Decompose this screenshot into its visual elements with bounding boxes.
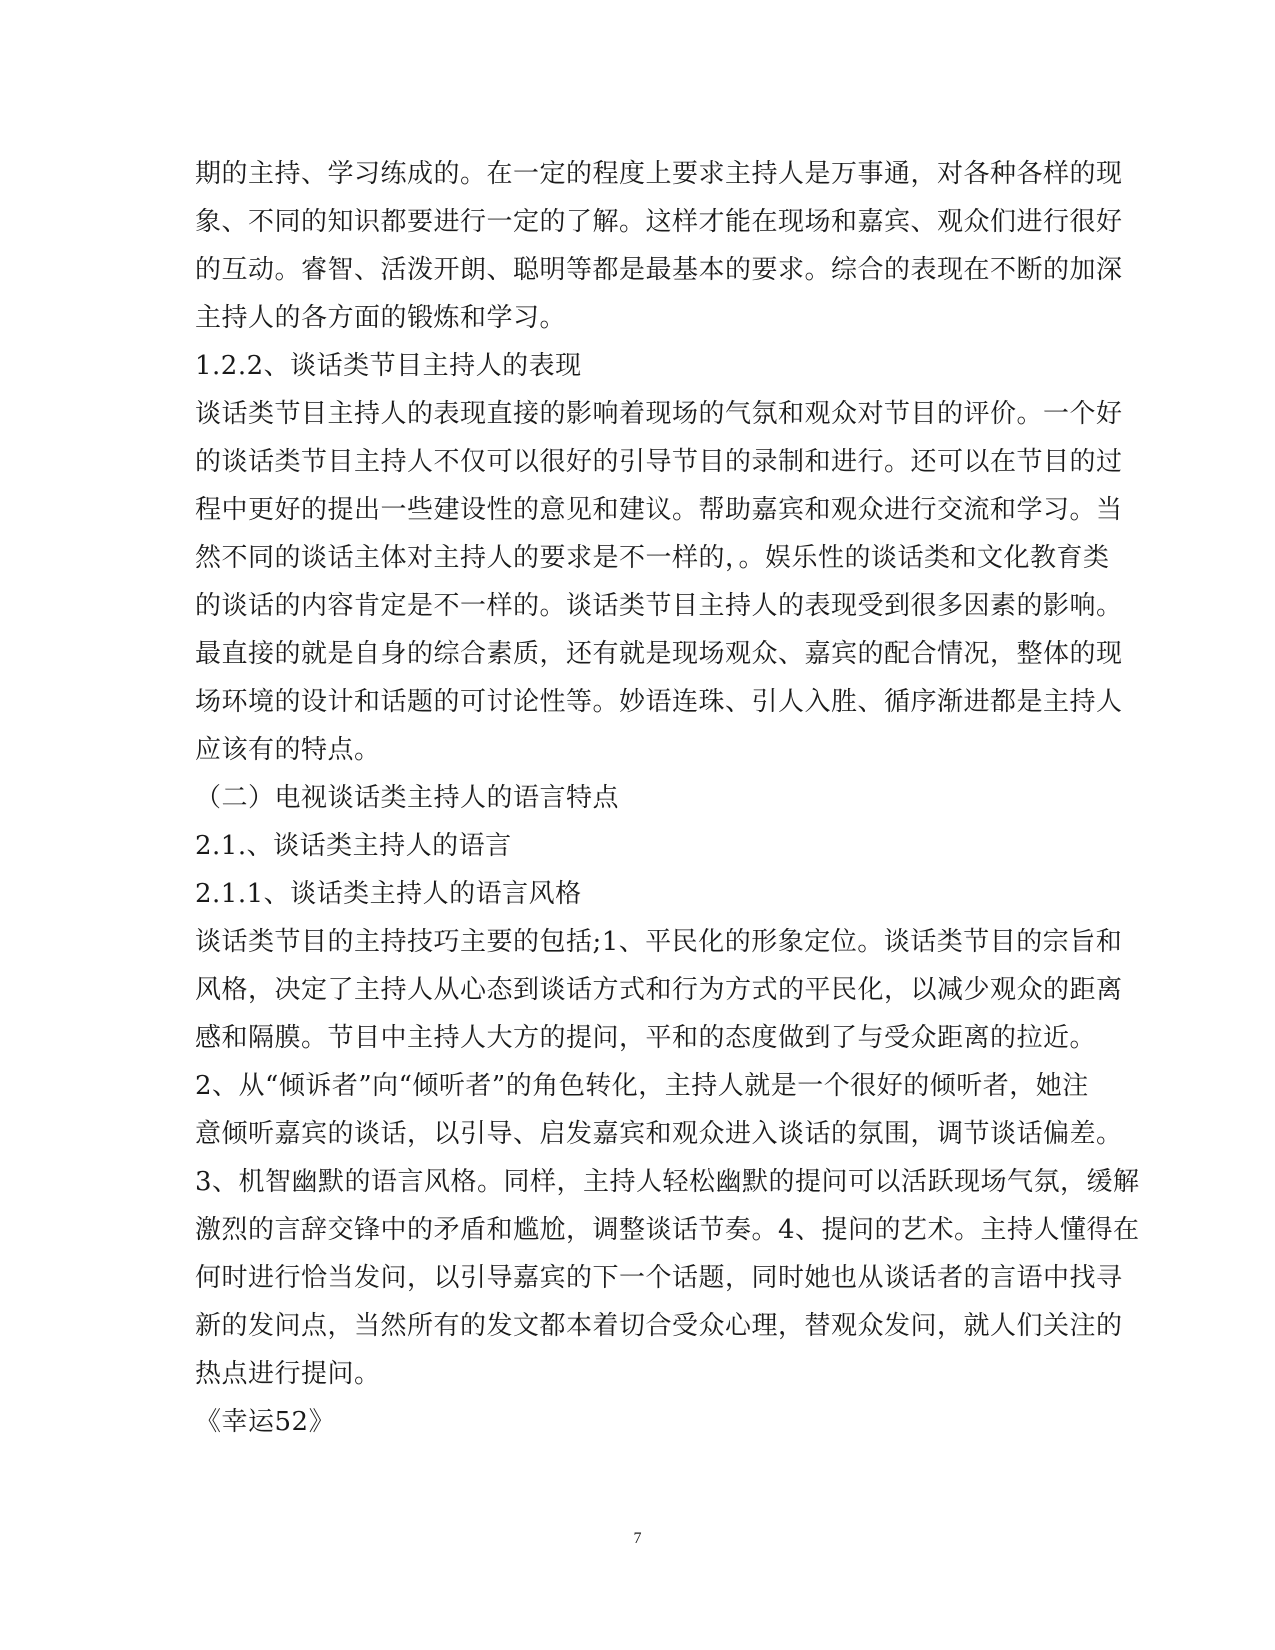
text-line: 的谈话类节目主持人不仅可以很好的引导节目的录制和进行。还可以在节目的过 [195,447,1123,477]
text-line: 何时进行恰当发问，以引导嘉宾的下一个话题，同时她也从谈话者的言语中找寻 [195,1263,1123,1293]
text-line: 意倾听嘉宾的谈话，以引导、启发嘉宾和观众进入谈话的氛围，调节谈话偏差。 [195,1119,1123,1149]
section-heading: 1.2.2、谈话类节目主持人的表现 [195,351,582,381]
text-line: 谈话类节目主持人的表现直接的影响着现场的气氛和观众对节目的评价。一个好 [195,399,1123,429]
text-line: 热点进行提问。 [195,1359,381,1389]
text-line: 3、机智幽默的语言风格。同样，主持人轻松幽默的提问可以活跃现场气氛，缓解 [195,1167,1140,1197]
text-line: 风格，决定了主持人从心态到谈话方式和行为方式的平民化，以减少观众的距离 [195,975,1123,1005]
text-line: 应该有的特点。 [195,735,381,765]
text-line: 激烈的言辞交锋中的矛盾和尴尬，调整谈话节奏。4、提问的艺术。主持人懂得在 [195,1215,1140,1245]
text-line: 然不同的谈话主体对主持人的要求是不一样的，。娱乐性的谈话类和文化教育类 [195,543,1110,573]
section-heading: （二）电视谈话类主持人的语言特点 [195,783,620,813]
text-line: 最直接的就是自身的综合素质，还有就是现场观众、嘉宾的配合情况，整体的现 [195,639,1123,669]
text-line: 的互动。睿智、活泼开朗、聪明等都是最基本的要求。综合的表现在不断的加深 [195,255,1123,285]
text-line: 谈话类节目的主持技巧主要的包括;1、平民化的形象定位。谈话类节目的宗旨和 [195,927,1123,957]
page-number: 7 [633,1530,642,1547]
text-line: 主持人的各方面的锻炼和学习。 [195,303,567,333]
text-line: 象、不同的知识都要进行一定的了解。这样才能在现场和嘉宾、观众们进行很好 [195,207,1123,237]
section-heading: 2.1.1、谈话类主持人的语言风格 [195,879,582,909]
text-line: 新的发问点，当然所有的发文都本着切合受众心理，替观众发问，就人们关注的 [195,1311,1123,1341]
text-line: 感和隔膜。节目中主持人大方的提问，平和的态度做到了与受众距离的拉近。 [195,1023,1097,1053]
text-line: 的谈话的内容肯定是不一样的。谈话类节目主持人的表现受到很多因素的影响。 [195,591,1123,621]
program-title: 《幸运52》 [195,1407,336,1437]
text-line: 2、从“倾诉者”向“倾听者”的角色转化，主持人就是一个很好的倾听者，她注 [195,1071,1089,1101]
document-body [195,150,1140,1446]
text-line: 场环境的设计和话题的可讨论性等。妙语连珠、引人入胜、循序渐进都是主持人 [195,687,1123,717]
text-line: 期的主持、学习练成的。在一定的程度上要求主持人是万事通，对各种各样的现 [195,159,1123,189]
section-heading: 2.1.、谈话类主持人的语言 [195,831,512,861]
text-line: 程中更好的提出一些建设性的意见和建议。帮助嘉宾和观众进行交流和学习。当 [195,495,1123,525]
